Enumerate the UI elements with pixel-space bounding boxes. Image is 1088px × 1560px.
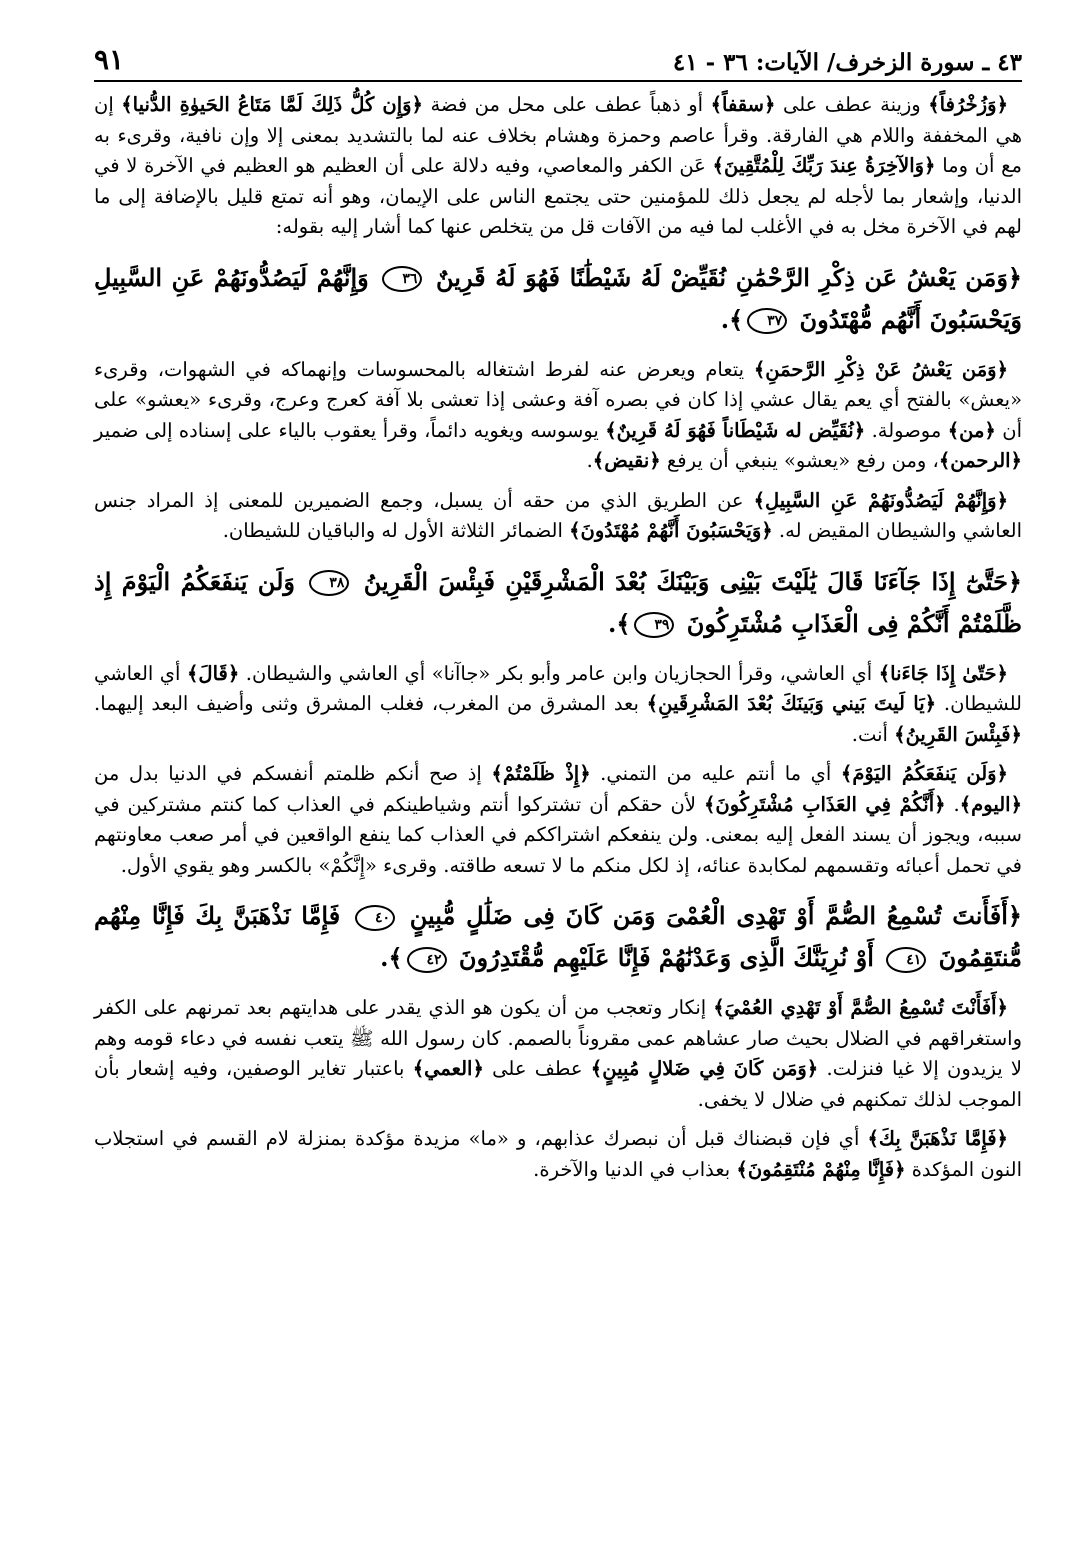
quran-verse-block: [94, 561, 1022, 645]
quoted-quran-phrase: ﴿فَبِئْسَ القَرِينُ﴾: [894, 722, 1022, 746]
verse-number-badge: ٤٠: [355, 905, 395, 931]
verse-number-badge: ٣٧: [747, 308, 787, 334]
text-segment: ﴿وَمَن يَعْشُ عَن ذِكْرِ الرَّحْمَٰنِ نُقَيِّضْ لَهُ شَيْطَٰنًا فَهُوَ لَهُ قَرِينٌ: [426, 262, 1022, 292]
verse-number-badge: ٣٦: [382, 266, 422, 292]
text-segment: أي العاشي للشيطان.: [94, 661, 1022, 715]
quoted-quran-phrase: ﴿وَمَن يَعْشُ عَنْ ذِكْرِ الرَّحمَنِ﴾: [753, 357, 1009, 381]
text-segment: أي ما أنتم عليه من التمني.: [590, 762, 841, 785]
text-segment: بعد المشرق من المغرب، فغلب المشرق وثنى وأضيف البعد إليهما.: [94, 692, 647, 715]
quran-verse-block: [94, 257, 1022, 341]
quoted-quran-phrase: ﴿أَفَأَنْتَ تُسْمِعُ الصُّمَّ أَوْ تَهْدِي العُمْيَ﴾: [713, 996, 1008, 1019]
verse-number-badge: ٤٢: [407, 947, 447, 973]
text-segment: وَلَن يَنفَعَكُمُ الْيَوْمَ إِذ ظَّلَمْتُمْ أَنَّكُمْ فِى الْعَذَابِ مُشْتَرِكُونَ: [94, 566, 1022, 638]
header-rule: [94, 80, 1022, 82]
text-segment: وَإِنَّهُمْ لَيَصُدُّونَهُمْ عَنِ السَّبِيلِ وَيَحْسَبُونَ أَنَّهُم مُّهْتَدُونَ: [94, 262, 1022, 334]
text-segment: أنت.: [851, 722, 895, 746]
page-number: ٩١: [94, 43, 125, 76]
quoted-quran-phrase: ﴿وَالآخِرَةُ عِندَ رَبِّكَ لِلْمُتَّقِينَ﴾: [712, 154, 936, 177]
quoted-quran-phrase: ﴿يَا لَيتَ بَيني وَبَينَكَ بُعْدَ المَشْرِقَينِ﴾: [646, 692, 937, 715]
page-body: [94, 90, 1022, 1185]
quoted-quran-phrase: ﴿فَإِنَّا مِنْهُمْ مُنْتَقِمُونَ﴾: [736, 1157, 906, 1181]
text-segment: ، ومن رفع «يعشو» ينبغي أن يرفع: [660, 449, 939, 472]
text-segment: أَوْ نُرِيَنَّكَ الَّذِى وَعَدْنَٰهُمْ فَإِنَّا عَلَيْهِم مُّقْتَدِرُونَ: [450, 943, 883, 972]
quoted-quran-phrase: ﴿نقيض﴾: [592, 449, 661, 472]
commentary-paragraph: [94, 1124, 1022, 1185]
commentary-paragraph: [94, 90, 1022, 243]
text-segment: ﴾.: [380, 943, 403, 972]
quoted-quran-phrase: ﴿وَإِن كُلُّ ذَلِكَ لَمَّا مَتَاعُ الحَيوٰةِ الدُّنيا﴾: [121, 93, 423, 116]
text-segment: ﴾.: [607, 608, 631, 638]
verse-number-badge: ٣٨: [309, 570, 349, 596]
text-segment: .: [586, 449, 593, 472]
text-segment: ﴿أَفَأَنتَ تُسْمِعُ الصُّمَّ أَوْ تَهْدِى الْعُمْىَ وَمَن كَانَ فِى ضَلَٰلٍ مُّبِينٍ: [398, 901, 1022, 930]
quoted-quran-phrase: ﴿إِذْ ظَلَمْتُمْ﴾: [491, 762, 591, 785]
quoted-quran-phrase: ﴿وَزُخْرُفاً﴾: [928, 93, 1008, 116]
text-segment: إنكار وتعجب من أن يكون هو الذي يقدر على هدايتهم بعد تمرنهم على الكفر واستغراقهم في الضلال بحيث صار عشاهم عمى مقروناً بالصمم. كان رسول الله ﷺ يتعب نفسه في دعاء قومه وهم لا يزيدون إلا غيا فنزلت.: [94, 996, 1022, 1080]
commentary-paragraph: [94, 355, 1022, 477]
quoted-quran-phrase: ﴿من﴾: [947, 418, 996, 442]
text-segment: باعتبار تغاير الوصفين، وفيه إشعار بأن الموجب لذلك تمكنهم في ضلال لا يخفى.: [94, 1057, 1022, 1111]
text-segment: عطف على: [483, 1057, 591, 1080]
text-segment: أي فإن قبضناك قبل أن نبصرك عذابهم، و «ما» مزيدة مؤكدة بمنزلة لام القسم في استجلاب النون المؤكدة: [94, 1127, 1022, 1181]
text-segment: يوسوسه ويغويه دائماً، وقرأ يعقوب بالياء على إسناده إلى ضمير: [94, 418, 606, 442]
text-segment: .: [945, 792, 960, 816]
quoted-quran-phrase: ﴿حَتّىٰ إِذَا جَاءَنا﴾: [878, 661, 1008, 685]
text-segment: إن هي المخففة واللام هي الفارقة. وقرأ عاصم وحمزة وهشام بخلاف عنه لما بالتشديد بمعنى إلا وإن نافية، وقرىء به مع أن وما: [94, 93, 1022, 177]
quoted-quran-phrase: ﴿الرحمن﴾: [938, 449, 1022, 472]
text-segment: يتعام ويعرض عنه لفرط اشتغاله بالمحسوسات وإنهماكه في الشهوات، وقرىء «يعش» بالفتح أي يعم يقال عشي إذا كان في بصره آفة وعشى إذا تعشى بلا آفة كعرج وعرج، وقرىء «يعشو» على أن: [94, 357, 1022, 442]
running-title: ٤٣ ـ سورة الزخرف/ الآيات: ٣٦ - ٤١: [672, 49, 1022, 76]
text-segment: إذ صح أنكم ظلمتم أنفسكم في الدنيا بدل من: [94, 762, 492, 785]
quoted-quran-phrase: ﴿وَلَن يَنفَعَكُمُ اليَوْمَ﴾: [840, 762, 1008, 785]
quoted-quran-phrase: ﴿سقفاً﴾: [710, 93, 776, 116]
text-segment: موصولة.: [865, 418, 948, 442]
text-segment: فَإِمَّا نَذْهَبَنَّ بِكَ فَإِنَّا مِنْهُم مُّنتَقِمُونَ: [94, 901, 1022, 972]
quoted-quran-phrase: ﴿قَالَ﴾: [186, 661, 240, 685]
quoted-quran-phrase: ﴿وَمَن كَانَ فِي ضَلالٍ مُبِينٍ﴾: [590, 1057, 819, 1080]
quoted-quran-phrase: ﴿وَإِنَّهُمْ لَيَصُدُّونَهُمْ عَنِ السَّبِيلِ﴾: [753, 488, 1008, 512]
quran-verse-block: [94, 895, 1022, 979]
commentary-paragraph: [94, 993, 1022, 1115]
text-segment: وزينة عطف على: [775, 93, 929, 116]
text-segment: أو ذهباً عطف على محل من فضة: [422, 93, 711, 116]
text-segment: الضمائر الثلاثة الأول له والباقيان للشيطان.: [222, 519, 570, 542]
verse-number-badge: ٣٩: [634, 612, 674, 638]
text-segment: أي العاشي، وقرأ الحجازيان وابن عامر وأبو بكر «جاآنا» أي العاشي والشيطان.: [239, 661, 879, 685]
quoted-quran-phrase: ﴿نُقَيِّض له شَيْطَاناً فَهُوَ لَهُ قَرِينٌ﴾: [605, 418, 866, 442]
commentary-paragraph: [94, 486, 1022, 547]
verse-number-badge: ٤١: [886, 947, 926, 973]
page-header: [94, 30, 1022, 76]
text-segment: عن الطريق الذي من حقه أن يسبل، وجمع الضميرين للمعنى إذ المراد جنس العاشي والشيطان المقيض له.: [94, 488, 1022, 542]
text-segment: لأن حقكم أن تشتركوا أنتم وشياطينكم في العذاب كما كنتم مشتركين في سببه، ويجوز أن يسند الفعل إليه بمعنى. ولن ينفعكم اشتراككم في العذاب كما ينفع الواقعين في أمر صعب معاونتهم في تحمل أعبائه وتقسمهم لمكابدة عنائه، إذ لكل منكم ما لا تسعه طاقته. وقرىء «إِنَّكُمْ» بالكسر وهو يقوي الأول.: [94, 792, 1022, 877]
quoted-quran-phrase: ﴿فَإِمَّا نَذْهَبَنَّ بِكَ﴾: [867, 1127, 1008, 1150]
quoted-quran-phrase: ﴿أَنَّكُمْ فِي العَذَابِ مُشْتَرِكُونَ﴾: [703, 792, 946, 816]
text-segment: ﴿حَتَّىٰٓ إِذَا جَآءَنَا قَالَ يَٰلَيْتَ بَيْنِى وَبَيْنَكَ بُعْدَ الْمَشْرِقَيْنِ فَبِئْسَ الْقَرِينُ: [353, 566, 1022, 596]
text-segment: ﴾.: [720, 304, 744, 334]
quoted-quran-phrase: ﴿اليوم﴾: [959, 792, 1022, 816]
quoted-quran-phrase: ﴿وَيَحْسَبُونَ أَنَّهُمْ مُهْتَدُونَ﴾: [569, 519, 773, 542]
quoted-quran-phrase: ﴿العمي﴾: [412, 1057, 484, 1080]
commentary-paragraph: [94, 659, 1022, 751]
text-segment: عَن الكفر والمعاصي، وفيه دلالة على أن العظيم هو العظيم في الآخرة لا في الدنيا، وإشعار بما لأجله لم يجعل ذلك للمؤمنين حتى يجتمع الناس على الإيمان، وهو أنه تمتع قليل بالإضافة إلى ما لهم في الآخرة مخل به في الأغلب لما فيه من الآفات قل من يتخلص عنها كما أشار إليه بقوله:: [94, 154, 1022, 238]
text-segment: بعذاب في الدنيا والآخرة.: [533, 1157, 737, 1181]
commentary-paragraph: [94, 759, 1022, 881]
